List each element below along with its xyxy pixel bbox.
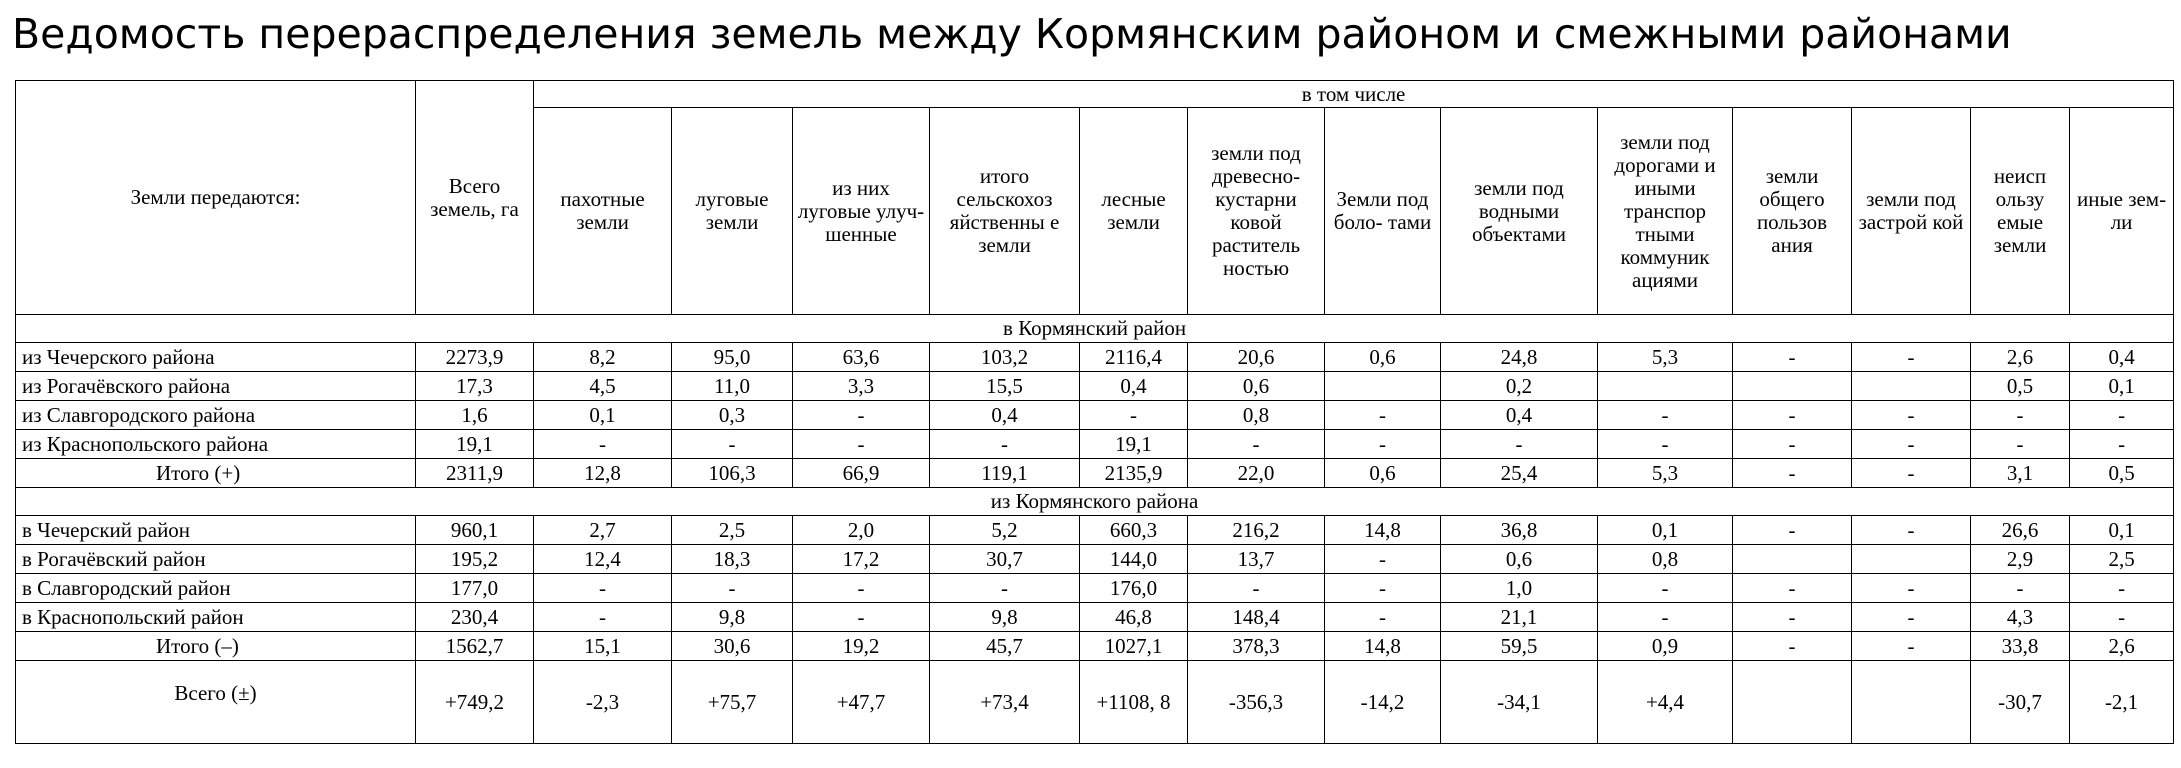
- table-cell: -: [672, 430, 793, 459]
- table-cell: -: [2070, 603, 2174, 632]
- table-row: [16, 430, 2174, 459]
- table-cell: [1325, 372, 1441, 401]
- table-cell: -: [1325, 545, 1441, 574]
- table-cell: 0,4: [2070, 343, 2174, 372]
- table-cell: 5,3: [1598, 343, 1733, 372]
- table-cell: 15,5: [930, 372, 1080, 401]
- row-label: из Славгородского района: [16, 401, 416, 430]
- table-cell: 0,5: [2070, 459, 2174, 488]
- table-cell: -2,3: [534, 661, 672, 744]
- table-row: [16, 401, 2174, 430]
- table-cell: +4,4: [1598, 661, 1733, 744]
- table-cell: 2,6: [2070, 632, 2174, 661]
- table-cell: 3,3: [793, 372, 930, 401]
- table-cell: -: [1852, 401, 1971, 430]
- table-cell: -2,1: [2070, 661, 2174, 744]
- table-cell: -: [1598, 430, 1733, 459]
- table-cell: 103,2: [930, 343, 1080, 372]
- table-cell: -: [1852, 343, 1971, 372]
- table-row: [16, 372, 2174, 401]
- column-header: иные зем- ли: [2070, 108, 2174, 315]
- subtotal-row: [16, 459, 2174, 488]
- table-cell: 45,7: [930, 632, 1080, 661]
- table-cell: -30,7: [1971, 661, 2070, 744]
- table-cell: 1,0: [1441, 574, 1598, 603]
- section-title: в Кормянский район: [16, 315, 2174, 343]
- table-cell: 24,8: [1441, 343, 1598, 372]
- table-cell: 216,2: [1188, 516, 1325, 545]
- table-cell: 106,3: [672, 459, 793, 488]
- table-cell: 0,1: [2070, 516, 2174, 545]
- table-cell: 0,6: [1188, 372, 1325, 401]
- table-cell: 11,0: [672, 372, 793, 401]
- column-header: из них луговые улуч- шенные: [793, 108, 930, 315]
- row-label: из Рогачёвского района: [16, 372, 416, 401]
- table-cell: 0,4: [930, 401, 1080, 430]
- table-cell: 1,6: [416, 401, 534, 430]
- table-cell: 15,1: [534, 632, 672, 661]
- table-cell: 1562,7: [416, 632, 534, 661]
- column-header: земли под древесно- кустарни ковой раститель ностью: [1188, 108, 1325, 315]
- table-cell: [1852, 372, 1971, 401]
- table-cell: 2,5: [2070, 545, 2174, 574]
- table-cell: -: [1598, 603, 1733, 632]
- document-title: Ведомость перераспределения земель между Кормянским районом и смежными районами: [12, 10, 2012, 58]
- table-cell: 148,4: [1188, 603, 1325, 632]
- section-title: из Кормянского района: [16, 488, 2174, 516]
- table-cell: -34,1: [1441, 661, 1598, 744]
- section-header-row: [16, 488, 2174, 516]
- table-cell: -: [1598, 574, 1733, 603]
- table-cell: 19,1: [416, 430, 534, 459]
- table-cell: -: [1733, 574, 1852, 603]
- table-cell: 63,6: [793, 343, 930, 372]
- row-label: Итого (–): [16, 632, 416, 661]
- table-cell: 95,0: [672, 343, 793, 372]
- table-cell: 0,2: [1441, 372, 1598, 401]
- table-cell: 230,4: [416, 603, 534, 632]
- table-cell: 2,6: [1971, 343, 2070, 372]
- table-cell: 660,3: [1080, 516, 1188, 545]
- column-header: неисп ользу емые земли: [1971, 108, 2070, 315]
- table-cell: 0,3: [672, 401, 793, 430]
- table-cell: -: [1733, 343, 1852, 372]
- column-header: Земли под боло- тами: [1325, 108, 1441, 315]
- table-cell: 9,8: [930, 603, 1080, 632]
- header-group-row: [16, 81, 2174, 108]
- table-cell: +749,2: [416, 661, 534, 744]
- table-cell: -: [1852, 459, 1971, 488]
- table-cell: -: [1852, 430, 1971, 459]
- table-cell: 2,0: [793, 516, 930, 545]
- table-cell: -: [1598, 401, 1733, 430]
- table-cell: 30,7: [930, 545, 1080, 574]
- row-label: из Краснопольского района: [16, 430, 416, 459]
- table-cell: 960,1: [416, 516, 534, 545]
- table-cell: 33,8: [1971, 632, 2070, 661]
- table-cell: 66,9: [793, 459, 930, 488]
- table-cell: 21,1: [1441, 603, 1598, 632]
- column-header: луговые земли: [672, 108, 793, 315]
- table-cell: -: [2070, 430, 2174, 459]
- table-cell: -: [1733, 459, 1852, 488]
- table-cell: 46,8: [1080, 603, 1188, 632]
- table-body: [16, 81, 2174, 744]
- table-cell: -: [793, 603, 930, 632]
- subtotal-row: [16, 632, 2174, 661]
- table-cell: -: [1852, 574, 1971, 603]
- table-cell: -: [534, 603, 672, 632]
- table-cell: 0,9: [1598, 632, 1733, 661]
- table-cell: -: [1188, 430, 1325, 459]
- table-cell: -: [2070, 401, 2174, 430]
- table-cell: 0,1: [534, 401, 672, 430]
- table-cell: -: [1852, 632, 1971, 661]
- table-cell: 0,1: [1598, 516, 1733, 545]
- table-cell: 5,3: [1598, 459, 1733, 488]
- table-cell: -: [1733, 632, 1852, 661]
- header-group: в том числе: [534, 81, 2174, 108]
- table-cell: -: [1325, 603, 1441, 632]
- table-row: [16, 574, 2174, 603]
- table-cell: 2311,9: [416, 459, 534, 488]
- table-cell: 177,0: [416, 574, 534, 603]
- row-label: из Чечерского района: [16, 343, 416, 372]
- column-header: земли под дорогами и иными транспор тными коммуник ациями: [1598, 108, 1733, 315]
- table-cell: -: [1441, 430, 1598, 459]
- table-cell: -: [1971, 574, 2070, 603]
- table-cell: 17,2: [793, 545, 930, 574]
- column-header: земли под застрой кой: [1852, 108, 1971, 315]
- table-cell: -: [672, 574, 793, 603]
- table-cell: 25,4: [1441, 459, 1598, 488]
- table-cell: 30,6: [672, 632, 793, 661]
- table-cell: 2,7: [534, 516, 672, 545]
- table-cell: 2116,4: [1080, 343, 1188, 372]
- row-label: в Рогачёвский район: [16, 545, 416, 574]
- table-cell: 4,5: [534, 372, 672, 401]
- table-cell: 144,0: [1080, 545, 1188, 574]
- table-cell: 4,3: [1971, 603, 2070, 632]
- table-cell: 2,9: [1971, 545, 2070, 574]
- table-cell: -: [1325, 574, 1441, 603]
- table-cell: [1852, 661, 1971, 744]
- table-row: [16, 343, 2174, 372]
- table-cell: 0,6: [1441, 545, 1598, 574]
- table-cell: 0,1: [2070, 372, 2174, 401]
- table-cell: [1733, 372, 1852, 401]
- table-cell: -: [2070, 574, 2174, 603]
- table-cell: -: [930, 430, 1080, 459]
- column-header: итого сельскохоз яйственны е земли: [930, 108, 1080, 315]
- table-cell: 2273,9: [416, 343, 534, 372]
- table-cell: 2,5: [672, 516, 793, 545]
- table-cell: +73,4: [930, 661, 1080, 744]
- row-label: в Славгородский район: [16, 574, 416, 603]
- table-cell: 0,6: [1325, 343, 1441, 372]
- table-cell: 13,7: [1188, 545, 1325, 574]
- table-cell: 0,5: [1971, 372, 2070, 401]
- table-cell: 12,4: [534, 545, 672, 574]
- table-cell: 20,6: [1188, 343, 1325, 372]
- table-cell: -: [930, 574, 1080, 603]
- table-cell: 18,3: [672, 545, 793, 574]
- table-cell: 0,8: [1188, 401, 1325, 430]
- table-cell: 0,8: [1598, 545, 1733, 574]
- table-cell: +75,7: [672, 661, 793, 744]
- row-label: Итого (+): [16, 459, 416, 488]
- table-cell: -: [534, 574, 672, 603]
- section-header-row: [16, 315, 2174, 343]
- table-cell: -: [793, 574, 930, 603]
- table-row: [16, 516, 2174, 545]
- column-header: пахотные земли: [534, 108, 672, 315]
- table-cell: [1598, 372, 1733, 401]
- table-cell: -: [534, 430, 672, 459]
- table-cell: 3,1: [1971, 459, 2070, 488]
- land-redistribution-table: [15, 80, 2174, 744]
- table-cell: -: [1733, 603, 1852, 632]
- table-cell: 17,3: [416, 372, 534, 401]
- table-cell: 26,6: [1971, 516, 2070, 545]
- table-cell: -: [1733, 516, 1852, 545]
- table-cell: 14,8: [1325, 516, 1441, 545]
- table-cell: 5,2: [930, 516, 1080, 545]
- table-cell: 195,2: [416, 545, 534, 574]
- table-cell: 12,8: [534, 459, 672, 488]
- table-cell: 176,0: [1080, 574, 1188, 603]
- table-cell: -: [1325, 401, 1441, 430]
- table-cell: 36,8: [1441, 516, 1598, 545]
- table-cell: -: [1971, 401, 2070, 430]
- row-label: в Краснопольский район: [16, 603, 416, 632]
- table-cell: -: [1325, 430, 1441, 459]
- table-cell: 19,1: [1080, 430, 1188, 459]
- table-row: [16, 603, 2174, 632]
- table-cell: -: [793, 401, 930, 430]
- table-cell: +1108, 8: [1080, 661, 1188, 744]
- table-cell: 0,4: [1441, 401, 1598, 430]
- column-header: земли под водными объектами: [1441, 108, 1598, 315]
- grand-total-row: [16, 661, 2174, 744]
- column-header: земли общего пользов ания: [1733, 108, 1852, 315]
- table-cell: -: [1852, 516, 1971, 545]
- table-cell: [1733, 661, 1852, 744]
- table-cell: 378,3: [1188, 632, 1325, 661]
- table-cell: 59,5: [1441, 632, 1598, 661]
- table-cell: -: [1188, 574, 1325, 603]
- table-cell: -: [1852, 603, 1971, 632]
- table-row: [16, 545, 2174, 574]
- table-cell: -: [1971, 430, 2070, 459]
- column-header: лесные земли: [1080, 108, 1188, 315]
- table-cell: +47,7: [793, 661, 930, 744]
- table-cell: -14,2: [1325, 661, 1441, 744]
- table-cell: 119,1: [930, 459, 1080, 488]
- table-cell: 14,8: [1325, 632, 1441, 661]
- header-row-label: Земли передаются:: [16, 81, 416, 315]
- table-cell: 0,6: [1325, 459, 1441, 488]
- row-label: в Чечерский район: [16, 516, 416, 545]
- table-cell: -356,3: [1188, 661, 1325, 744]
- table-cell: 9,8: [672, 603, 793, 632]
- table-cell: 19,2: [793, 632, 930, 661]
- table-cell: [1733, 545, 1852, 574]
- table-cell: -: [1733, 401, 1852, 430]
- table-cell: 0,4: [1080, 372, 1188, 401]
- header-total: Всего земель, га: [416, 81, 534, 315]
- table-cell: 2135,9: [1080, 459, 1188, 488]
- table-cell: [1852, 545, 1971, 574]
- table-cell: -: [1733, 430, 1852, 459]
- table-cell: 1027,1: [1080, 632, 1188, 661]
- table-cell: -: [1080, 401, 1188, 430]
- table-cell: 8,2: [534, 343, 672, 372]
- table-cell: 22,0: [1188, 459, 1325, 488]
- table-cell: -: [793, 430, 930, 459]
- row-label: Всего (±): [16, 661, 416, 744]
